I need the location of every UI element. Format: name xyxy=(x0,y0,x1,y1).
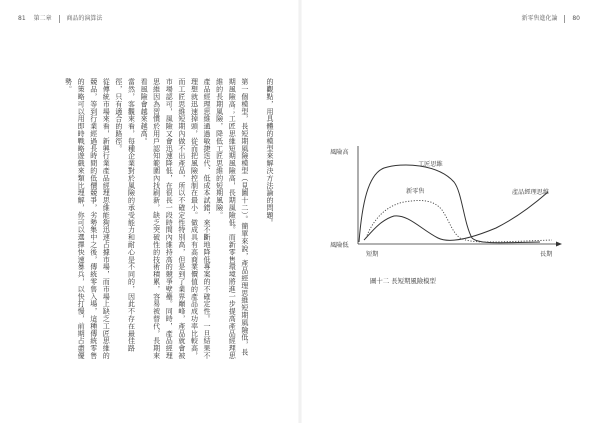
right-page-header xyxy=(522,13,581,23)
header-divider xyxy=(564,15,565,23)
y-low-label: 風險低 xyxy=(330,242,349,249)
header-divider xyxy=(59,15,60,23)
left-page-body xyxy=(62,78,276,362)
chapter-label: 第二章 xyxy=(33,15,52,22)
new-retail-label: 新零售 xyxy=(406,188,425,195)
left-page-header xyxy=(18,13,102,23)
paragraph-intro: 的觀點，用具體的模型來解決方法論的問題。 xyxy=(266,78,274,226)
paragraph: 第一個模型，長短期風險模型（見圖十二）。簡單來說，產品經理思維短期風險低，長期風險高；工匠思維短期風險高，長期風險低。而新零售環境將進一步提高產品經理思維的長期風險，降低工匠思維的短期風險。 xyxy=(215,78,249,360)
paragraph: 產品經理思維通過敏捷迭代、低成本試錯，來不斷地降低專案的不確定性。一旦結果不理想就迅速掉頭，從而把風險控制在最小。做成具有高商業價值的產品成功率比較高，而工匠思維短期內做不出產品，所以不確定性特別高，但是到了業界巔峰，產品就會被市場認可，風險又會迅速降低，在很長一段時間內維持高的競爭壁壘。同時，產品經理思維因為習慣於用戶認知範圍內找刷新，缺乏突破性的技術積累，容易被替代，長期來看風險會越來越高。 xyxy=(140,78,212,360)
x-short-label: 短期 xyxy=(366,251,379,258)
left-page-number: 81 xyxy=(18,15,26,22)
paragraph: 從傳統市場來看，新興行業產品經理思維能夠迅速占據市場，而市場上缺乏工匠思維的競品，等到行業經過長時間的低價競爭，劣勢集中之後，傳統零售入場，這種傳統零售的策略可以用即時戰略遊戲來類比理解，你可以選擇快速暴兵，以快打慢，前期占盡優勢。 xyxy=(64,78,111,360)
x-axis-arrow xyxy=(556,242,562,247)
chapter-title: 商品的演算法 xyxy=(66,15,103,22)
risk-model-figure xyxy=(326,134,576,278)
x-long-label: 長期 xyxy=(540,251,553,258)
right-page-number: 80 xyxy=(572,15,580,22)
craftsman-curve xyxy=(359,165,540,243)
figure-caption: 圖十二 長短期風險模型 xyxy=(370,277,436,285)
product-manager-label: 產品經理思維 xyxy=(512,189,550,196)
right-page xyxy=(300,0,600,423)
product-manager-curve xyxy=(364,192,548,240)
running-title: 新零售進化論 xyxy=(521,15,558,22)
craftsman-label: 工匠思維 xyxy=(418,161,443,168)
y-high-label: 風險高 xyxy=(330,149,349,156)
new-retail-curve xyxy=(366,201,552,242)
risk-model-diagram xyxy=(326,134,576,274)
paragraph: 當然，客觀來看，每種企業對於風險的承受能力和耐心是不同的，因此不存在最佳路徑，只有適合的路徑。 xyxy=(114,78,136,352)
